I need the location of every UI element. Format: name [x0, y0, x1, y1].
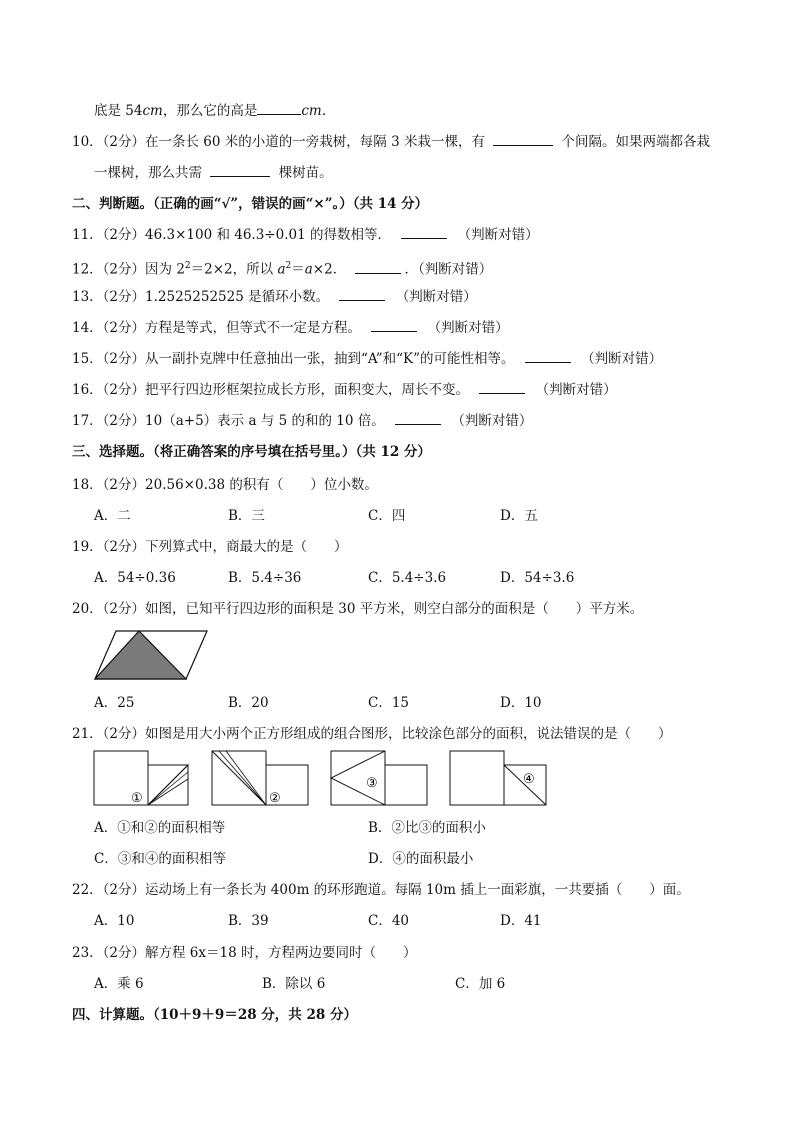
q17-text: 10（a+5）表示 a 与 5 的和的 10 倍。	[145, 413, 385, 429]
square-figure-4	[449, 750, 549, 808]
q16-tail: （判断对错）	[535, 382, 617, 398]
q10-line1	[72, 133, 710, 151]
q15-number: 15．（2分）	[72, 351, 146, 367]
square-figure-2	[211, 750, 311, 808]
q9-text-a: 底是 54	[94, 103, 143, 119]
q14	[72, 319, 509, 337]
q18-option-b[interactable]: B．三	[228, 508, 265, 524]
q18-option-a[interactable]: A．二	[94, 508, 131, 524]
q10-text-b: 个间隔。如果两端都各栽	[561, 134, 711, 150]
q20-option-c[interactable]: C．15	[368, 695, 410, 711]
q10-line2	[94, 164, 333, 182]
q14-text: 方程是等式，但等式不一定是方程。	[145, 320, 362, 336]
q23-option-b[interactable]: B．除以 6	[262, 976, 326, 992]
q20-option-b[interactable]: B．20	[228, 695, 269, 711]
q21-option-a[interactable]: A．①和②的面积相等	[94, 820, 226, 836]
q23-option-a[interactable]: A．乘 6	[94, 976, 144, 992]
section-heading-calc: 四、计算题。（10＋9＋9＝28 分，共 28 分）	[72, 1007, 357, 1023]
q22-option-a[interactable]: A．10	[94, 913, 135, 929]
q15	[72, 350, 662, 368]
q23-stem: 23．（2分）解方程 6x＝18 时，方程两边要同时（ ）	[72, 945, 417, 961]
q14-number: 14．（2分）	[72, 320, 146, 336]
q12-text-d: ×2．	[312, 261, 347, 278]
q22-option-b[interactable]: B．39	[228, 913, 269, 929]
q23-option-c[interactable]: C．加 6	[455, 976, 506, 992]
q19-option-b[interactable]: B．5.4÷36	[228, 570, 302, 586]
q22-option-d[interactable]: D．41	[500, 913, 542, 929]
q18-option-d[interactable]: D．五	[500, 508, 538, 524]
q11-answer-blank[interactable]	[401, 226, 447, 239]
q18-stem: 18．（2分）20.56×0.38 的积有（ ）位小数。	[72, 477, 378, 493]
q21-option-c[interactable]: C．③和④的面积相等	[94, 851, 226, 867]
q11-tail: （判断对错）	[457, 227, 539, 243]
q9-unit-cm2: cm.	[301, 103, 327, 119]
shaded-triangle	[95, 631, 186, 679]
big-square-4	[450, 751, 504, 805]
q20-option-a[interactable]: A．25	[94, 695, 135, 711]
q12-number: 12．（2分）	[72, 261, 146, 278]
q12-exponent-2: 2	[285, 261, 292, 271]
q16-answer-blank[interactable]	[479, 381, 525, 394]
label-circle-1: ①	[131, 791, 143, 806]
q22-stem: 22．（2分）运动场上有一条长为 400m 的环形跑道。每隔 10m 插上一面彩旗，一共要插（ ）面。	[72, 882, 690, 898]
q19-option-a[interactable]: A．54÷0.36	[94, 570, 176, 586]
q21-stem: 21．（2分）如图是用大小两个正方形组成的组合图形，比较涂色部分的面积，说法错误的是（ ）	[72, 726, 672, 742]
square-figure-1	[93, 750, 193, 808]
q11	[72, 226, 539, 244]
q15-tail: （判断对错）	[581, 351, 663, 367]
q16-number: 16．（2分）	[72, 382, 146, 398]
q22-option-c[interactable]: C．40	[368, 913, 410, 929]
q17-tail: （判断对错）	[451, 413, 533, 429]
q10-blank-2[interactable]	[210, 164, 270, 177]
q9-text-b: ，那么它的高是	[162, 103, 258, 119]
q10-text-a: 10．（2分）在一条长 60 米的小道的一旁栽树，每隔 3 米栽一棵，有	[72, 134, 485, 150]
q13-answer-blank[interactable]	[339, 288, 385, 301]
q17-answer-blank[interactable]	[395, 412, 441, 425]
q9-unit-cm: cm	[142, 103, 163, 119]
q19-option-d[interactable]: D．54÷3.6	[500, 570, 575, 586]
q12-text-a: 因为 2	[145, 261, 185, 278]
small-square-3	[385, 765, 427, 805]
q12-text-c: ＝	[291, 261, 305, 278]
q11-number: 11．（2分）	[72, 227, 146, 243]
q14-answer-blank[interactable]	[371, 319, 417, 332]
q13	[72, 288, 477, 306]
q11-text: 46.3×100 和 46.3÷0.01 的得数相等．	[145, 227, 391, 243]
q20-option-d[interactable]: D．10	[500, 695, 542, 711]
label-circle-4: ④	[523, 772, 535, 787]
q12-text-b: ＝2×2，所以	[190, 261, 278, 278]
q19-option-c[interactable]: C．5.4÷3.6	[368, 570, 447, 586]
q14-tail: （判断对错）	[427, 320, 509, 336]
q12-var-a2: a	[304, 261, 313, 278]
q21-option-b[interactable]: B．②比③的面积小	[368, 820, 486, 836]
q13-number: 13．（2分）	[72, 289, 146, 305]
label-circle-2: ②	[269, 791, 281, 806]
q18-option-c[interactable]: C．四	[368, 508, 406, 524]
q17	[72, 412, 532, 430]
q20-stem: 20．（2分）如图，已知平行四边形的面积是 30 平方米，则空白部分的面积是（ ）平方米。	[72, 601, 644, 617]
q15-answer-blank[interactable]	[525, 350, 571, 363]
parallelogram-figure	[92, 628, 210, 682]
q13-text: 1.2525252525 是循环小数。	[145, 289, 330, 305]
section-heading-choice: 三、选择题。（将正确答案的序号填在括号里。）（共 12 分）	[72, 444, 431, 460]
q9-answer-blank[interactable]	[257, 102, 301, 115]
q10-text-c: 一棵树，那么共需	[94, 165, 202, 181]
q15-text: 从一副扑克牌中任意抽出一张，抽到“A”和“K”的可能性相等。	[145, 351, 515, 367]
q12-tail: ．（判断对错）	[404, 261, 493, 278]
q16	[72, 381, 617, 399]
q10-text-d: 棵树苗。	[278, 165, 333, 181]
square-figure-3	[330, 750, 430, 808]
q12-exponent-1: 2	[184, 261, 191, 271]
q17-number: 17．（2分）	[72, 413, 146, 429]
q12-var-a: a	[277, 261, 286, 278]
q19-stem: 19．（2分）下列算式中，商最大的是（ ）	[72, 539, 348, 555]
label-circle-3: ③	[366, 776, 378, 791]
q10-blank-1[interactable]	[493, 133, 553, 146]
q16-text: 把平行四边形框架拉成长方形，面积变大，周长不变。	[145, 382, 470, 398]
q12	[72, 257, 492, 279]
q12-answer-blank[interactable]	[355, 261, 401, 274]
section-heading-judge: 二、判断题。（正确的画“√”，错误的画“×”。）（共 14 分）	[72, 196, 429, 212]
q21-option-d[interactable]: D．④的面积最小	[368, 851, 474, 867]
q13-tail: （判断对错）	[395, 289, 477, 305]
q9-continuation	[94, 102, 326, 120]
